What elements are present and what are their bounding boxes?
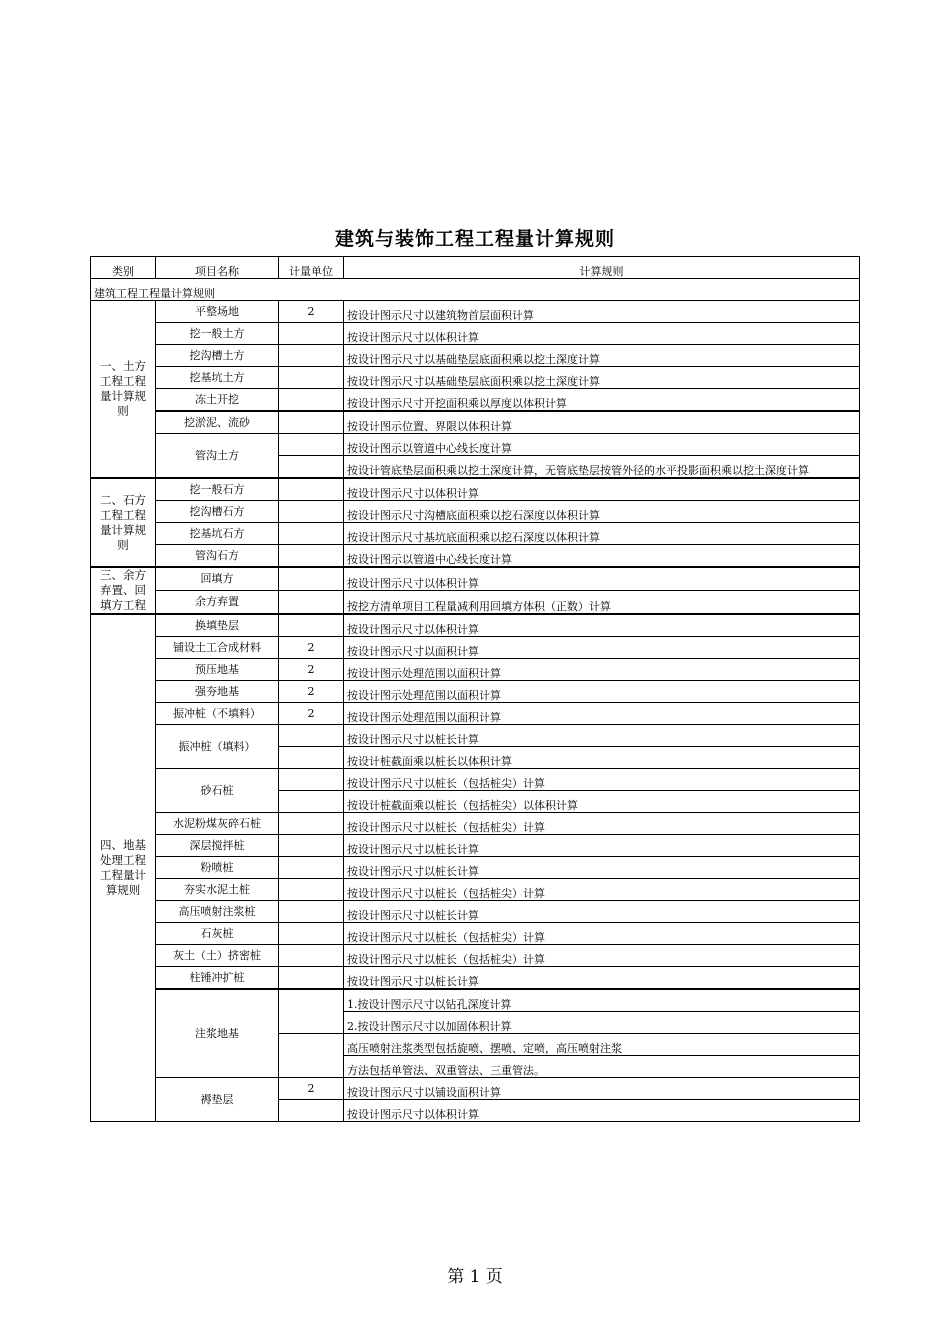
item-unit: 2 — [279, 703, 344, 725]
item-rule: 按设计图示尺寸开挖面积乘以厚度以体积计算 — [344, 389, 860, 412]
item-unit — [279, 923, 344, 945]
header-category: 类别 — [91, 257, 156, 279]
item-rule: 按设计图示处理范围以面积计算 — [344, 703, 860, 725]
item-rule: 按设计图示尺寸以桩长计算 — [344, 857, 860, 879]
item-unit: 2 — [279, 1078, 344, 1100]
item-name: 挖沟槽石方 — [156, 501, 279, 523]
table-row — [91, 345, 860, 367]
table-row — [91, 545, 860, 568]
item-rule: 按挖方清单项目工程量减利用回填方体积（正数）计算 — [344, 591, 860, 615]
table-row — [91, 769, 860, 791]
item-name: 夯实水泥土桩 — [156, 879, 279, 901]
table-row — [91, 367, 860, 389]
table-row — [91, 501, 860, 523]
item-rule: 按设计图示以管道中心线长度计算 — [344, 434, 860, 456]
table-row — [91, 389, 860, 412]
item-rule: 按设计桩截面乘以桩长以体积计算 — [344, 747, 860, 769]
table-row — [91, 637, 860, 659]
item-rule: 按设计图示尺寸以基础垫层底面积乘以挖土深度计算 — [344, 367, 860, 389]
item-name: 砂石桩 — [156, 769, 279, 813]
item-rule: 按设计图示尺寸以体积计算 — [344, 478, 860, 501]
document-title: 建筑与装饰工程工程量计算规则 — [334, 228, 615, 250]
item-unit — [279, 614, 344, 637]
item-rule: 按设计图示尺寸以桩长（包括桩尖）计算 — [344, 945, 860, 967]
item-rule: 按设计图示尺寸以基础垫层底面积乘以挖土深度计算 — [344, 345, 860, 367]
table-row — [91, 879, 860, 901]
item-unit — [279, 967, 344, 990]
table-row — [91, 725, 860, 747]
item-name: 挖一般石方 — [156, 478, 279, 501]
category-foundation: 四、地基处理工程工程量计算规则 — [91, 614, 156, 1122]
item-unit: 2 — [279, 659, 344, 681]
item-unit — [279, 989, 344, 1034]
item-name: 柱锤冲扩桩 — [156, 967, 279, 990]
item-name: 回填方 — [156, 567, 279, 591]
item-rule: 按设计图示尺寸以体积计算 — [344, 323, 860, 345]
table-row — [91, 923, 860, 945]
item-unit — [279, 478, 344, 501]
item-unit — [279, 747, 344, 769]
item-unit — [279, 813, 344, 835]
item-name: 挖沟槽土方 — [156, 345, 279, 367]
item-rule: 按设计图示尺寸以体积计算 — [344, 567, 860, 591]
item-unit — [279, 434, 344, 456]
header-row — [91, 257, 860, 279]
item-name: 换填垫层 — [156, 614, 279, 637]
item-rule: 按设计桩截面乘以桩长（包括桩尖）以体积计算 — [344, 791, 860, 813]
item-name: 管沟石方 — [156, 545, 279, 568]
item-unit — [279, 323, 344, 345]
item-rule: 按设计管底垫层面积乘以挖土深度计算，无管底垫层按管外径的水平投影面积乘以挖土深度计算 — [344, 456, 860, 479]
item-name: 铺设土工合成材料 — [156, 637, 279, 659]
item-name: 挖一般土方 — [156, 323, 279, 345]
item-name: 挖基坑石方 — [156, 523, 279, 545]
item-unit — [279, 456, 344, 479]
item-rule: 按设计图示尺寸以桩长计算 — [344, 967, 860, 990]
table-row — [91, 614, 860, 637]
item-unit — [279, 591, 344, 615]
item-rule: 按设计图示处理范围以面积计算 — [344, 681, 860, 703]
item-unit — [279, 769, 344, 791]
table-row — [91, 967, 860, 990]
header-rule: 计算规则 — [344, 257, 860, 279]
table-row — [91, 1078, 860, 1100]
item-unit — [279, 545, 344, 568]
item-rule: 按设计图示位置、界限以体积计算 — [344, 411, 860, 434]
item-unit — [279, 1034, 344, 1078]
item-name: 振冲桩（填料） — [156, 725, 279, 769]
table-row — [91, 813, 860, 835]
table-row — [91, 478, 860, 501]
item-rule: 按设计图示尺寸基坑底面积乘以挖石深度以体积计算 — [344, 523, 860, 545]
item-unit — [279, 567, 344, 591]
item-unit: 2 — [279, 681, 344, 703]
table-row — [91, 681, 860, 703]
item-rule: 1.按设计图示尺寸以钻孔深度计算 — [344, 989, 860, 1012]
table-row — [91, 945, 860, 967]
item-unit — [279, 901, 344, 923]
item-name: 振冲桩（不填料） — [156, 703, 279, 725]
table-row — [91, 703, 860, 725]
item-unit — [279, 1100, 344, 1122]
item-rule: 按设计图示处理范围以面积计算 — [344, 659, 860, 681]
item-name: 水泥粉煤灰碎石桩 — [156, 813, 279, 835]
item-unit — [279, 857, 344, 879]
item-rule: 按设计图示尺寸以桩长（包括桩尖）计算 — [344, 879, 860, 901]
item-name: 强夯地基 — [156, 681, 279, 703]
item-rule: 按设计图示尺寸以面积计算 — [344, 637, 860, 659]
table-row — [91, 901, 860, 923]
item-unit: 2 — [279, 301, 344, 323]
item-rule: 按设计图示尺寸以铺设面积计算 — [344, 1078, 860, 1100]
item-name: 平整场地 — [156, 301, 279, 323]
item-name: 粉喷桩 — [156, 857, 279, 879]
category-backfill: 三、余方弃置、回填方工程 — [91, 567, 156, 614]
item-name: 高压喷射注浆桩 — [156, 901, 279, 923]
item-unit — [279, 879, 344, 901]
table-row — [91, 659, 860, 681]
item-rule: 按设计图示尺寸以桩长计算 — [344, 725, 860, 747]
item-name: 预压地基 — [156, 659, 279, 681]
category-stonework: 二、石方工程工程量计算规则 — [91, 478, 156, 567]
item-name: 灰土（土）挤密桩 — [156, 945, 279, 967]
table-row — [91, 591, 860, 615]
item-rule: 按设计图示尺寸以桩长（包括桩尖）计算 — [344, 769, 860, 791]
item-name: 挖淤泥、流砂 — [156, 411, 279, 434]
table-row — [91, 434, 860, 456]
category-earthwork: 一、土方工程工程量计算规则 — [91, 301, 156, 479]
item-rule: 按设计图示尺寸以桩长（包括桩尖）计算 — [344, 923, 860, 945]
table-row — [91, 567, 860, 591]
item-unit — [279, 367, 344, 389]
item-rule: 2.按设计图示尺寸以加固体积计算 — [344, 1012, 860, 1034]
item-rule: 高压喷射注浆类型包括旋喷、摆喷、定喷，高压喷射注浆 — [344, 1034, 860, 1056]
item-name: 注浆地基 — [156, 989, 279, 1078]
item-unit — [279, 345, 344, 367]
item-unit — [279, 389, 344, 412]
item-name: 褥垫层 — [156, 1078, 279, 1122]
item-unit — [279, 835, 344, 857]
table-row — [91, 989, 860, 1012]
item-rule: 按设计图示尺寸以体积计算 — [344, 614, 860, 637]
table-row — [91, 857, 860, 879]
table-row — [91, 411, 860, 434]
item-rule: 按设计图示尺寸以桩长计算 — [344, 835, 860, 857]
item-rule: 方法包括单管法、双重管法、三重管法。 — [344, 1056, 860, 1078]
table-row — [91, 835, 860, 857]
item-rule: 按设计图示尺寸以体积计算 — [344, 1100, 860, 1122]
item-rule: 按设计图示尺寸以建筑物首层面积计算 — [344, 301, 860, 323]
item-unit — [279, 725, 344, 747]
item-name: 挖基坑土方 — [156, 367, 279, 389]
header-unit: 计量单位 — [279, 257, 344, 279]
item-unit — [279, 523, 344, 545]
item-rule: 按设计图示尺寸以桩长计算 — [344, 901, 860, 923]
item-name: 石灰桩 — [156, 923, 279, 945]
item-name: 深层搅拌桩 — [156, 835, 279, 857]
section-row — [91, 279, 860, 301]
item-unit — [279, 791, 344, 813]
item-unit — [279, 945, 344, 967]
page-number: 第 1 页 — [447, 1267, 503, 1287]
item-name: 管沟土方 — [156, 434, 279, 479]
table-row — [91, 523, 860, 545]
item-name: 冻土开挖 — [156, 389, 279, 412]
item-unit — [279, 411, 344, 434]
table-row — [91, 323, 860, 345]
section-title: 建筑工程工程量计算规则 — [91, 279, 860, 301]
item-rule: 按设计图示以管道中心线长度计算 — [344, 545, 860, 568]
item-rule: 按设计图示尺寸沟槽底面积乘以挖石深度以体积计算 — [344, 501, 860, 523]
header-item-name: 项目名称 — [156, 257, 279, 279]
rules-table — [90, 256, 860, 1122]
table-row — [91, 301, 860, 323]
item-rule: 按设计图示尺寸以桩长（包括桩尖）计算 — [344, 813, 860, 835]
item-unit: 2 — [279, 637, 344, 659]
item-name: 余方弃置 — [156, 591, 279, 615]
item-unit — [279, 501, 344, 523]
